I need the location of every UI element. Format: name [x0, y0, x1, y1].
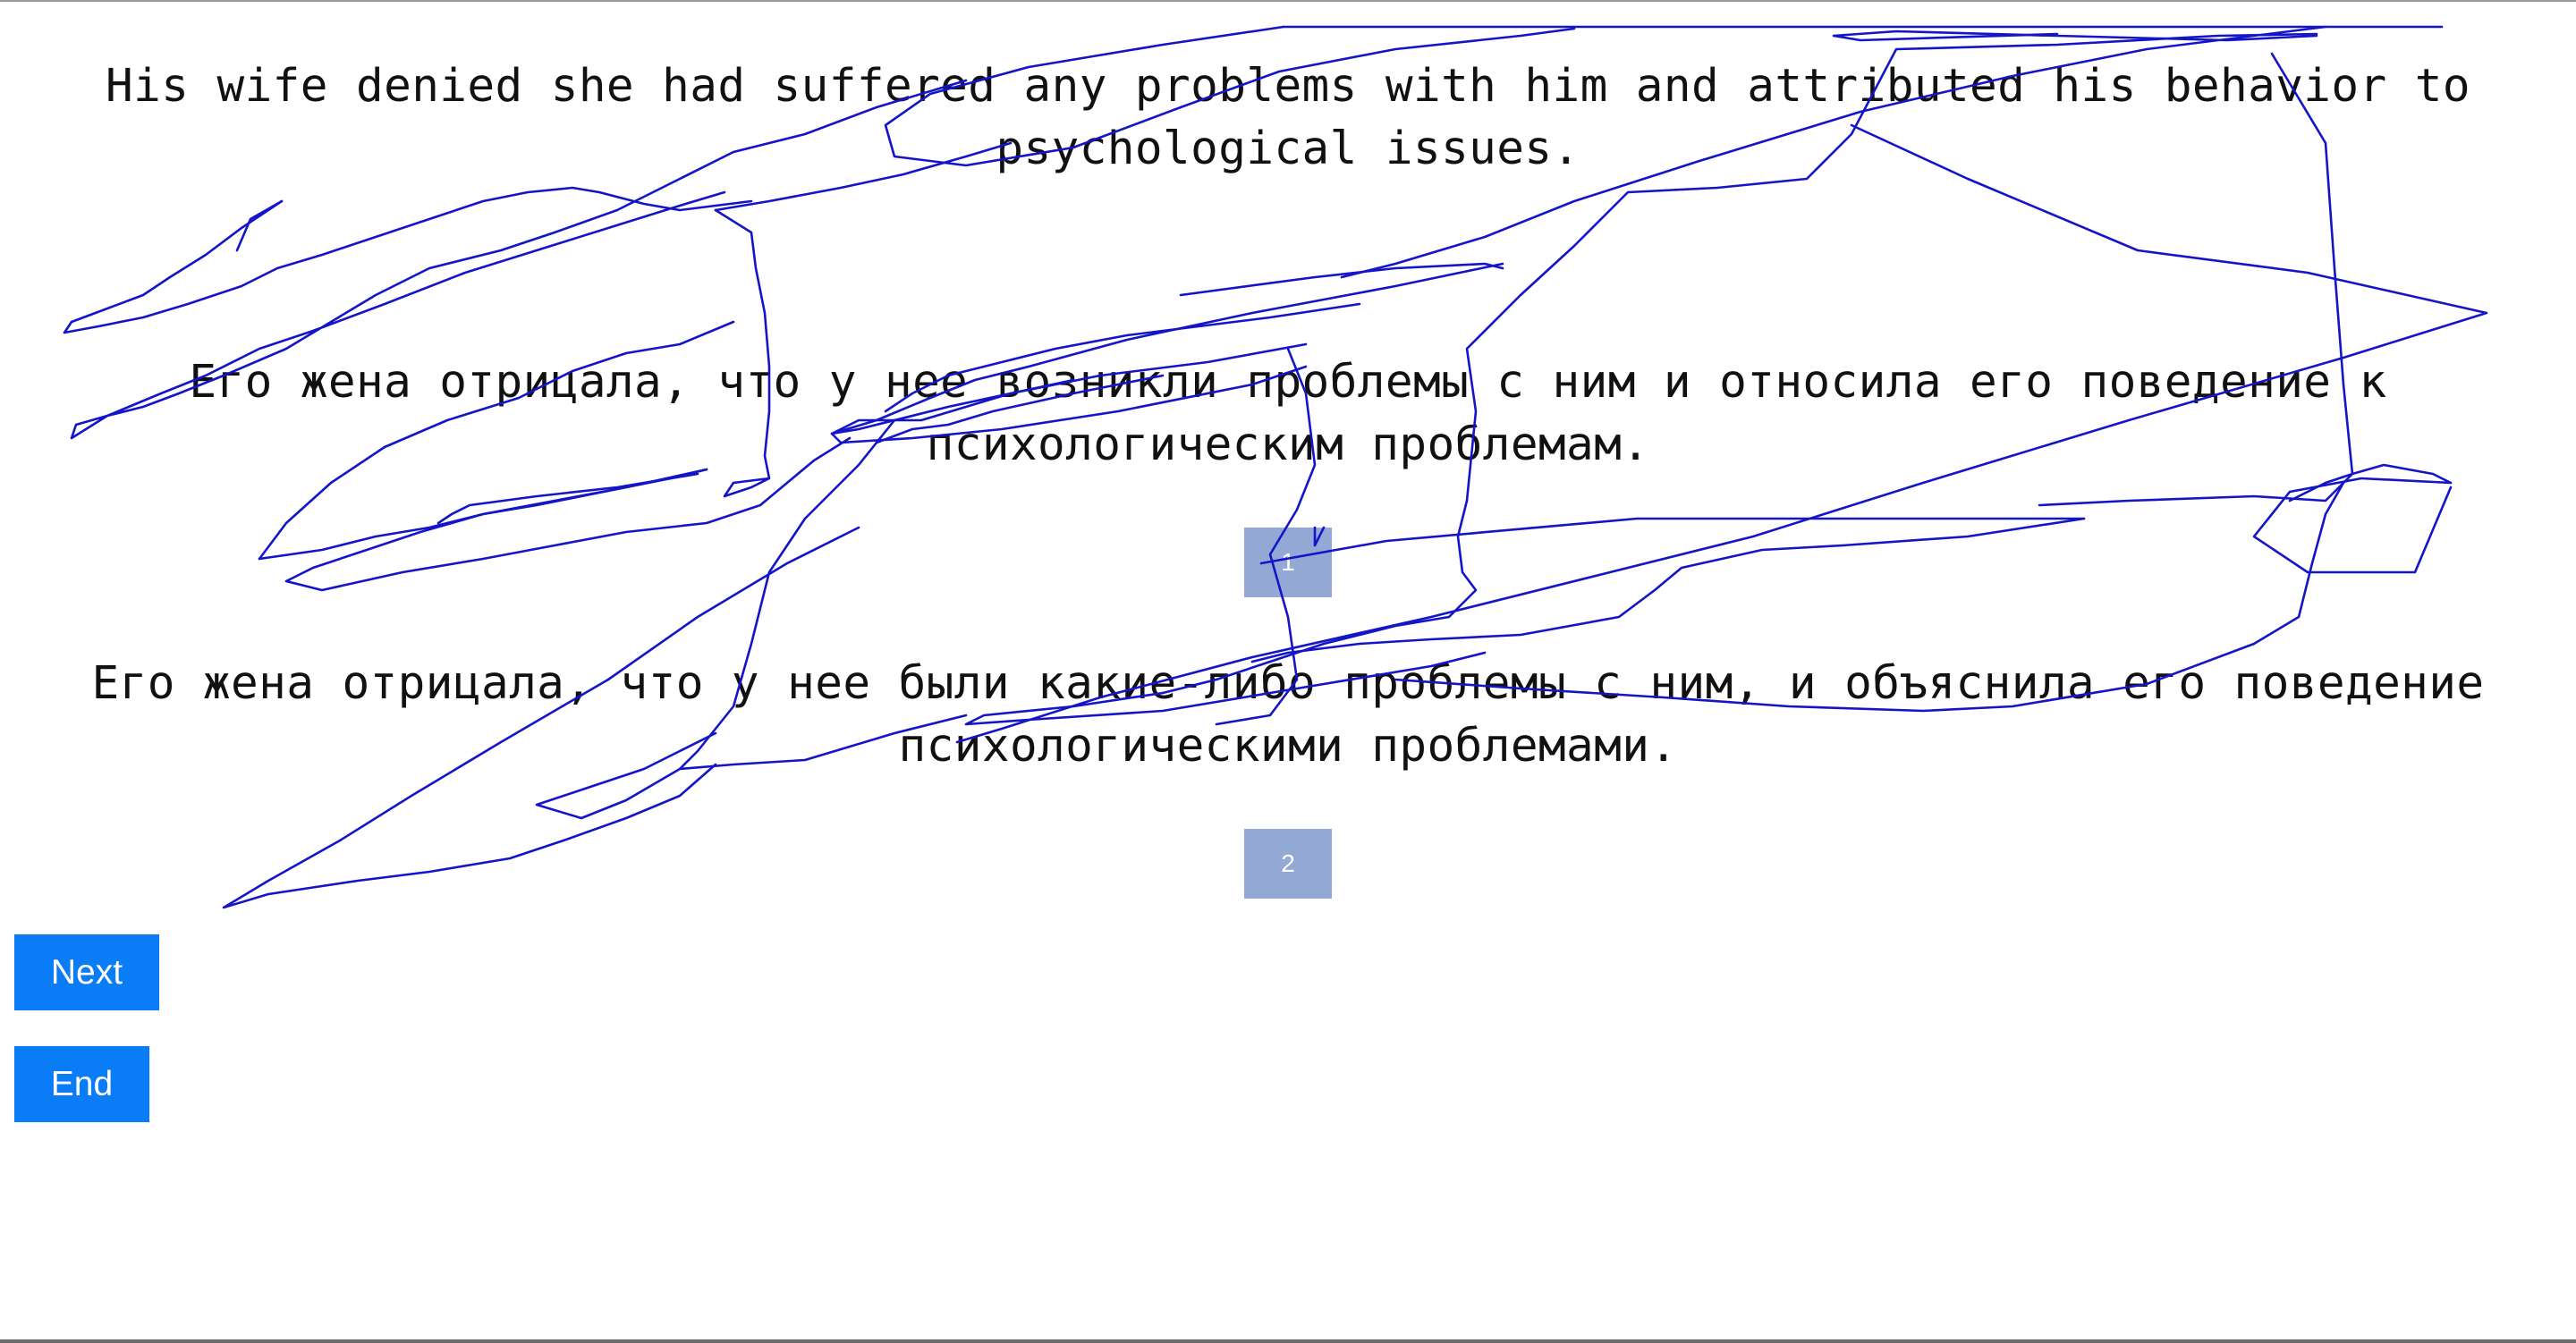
rank-button-1[interactable]: 1 — [1244, 528, 1332, 597]
scribble-stroke — [1181, 264, 1503, 295]
translation-2-text: Его жена отрицала, что у нее были какие-либо проблемы с ним, и объяснила его поведение психологическими проблемами. — [91, 657, 2485, 773]
scribble-stroke — [259, 469, 707, 559]
window-bottom-border — [0, 1339, 2576, 1343]
next-button[interactable]: Next — [14, 934, 159, 1010]
scribble-stroke — [237, 201, 282, 250]
scribble-stroke — [438, 474, 698, 523]
window-top-border — [0, 0, 2576, 2]
translation-1-text: Его жена отрицала, что у нее возникли проблемы с ним и относила его поведение к психологическим проблемам. — [189, 356, 2387, 471]
scribble-stroke — [2254, 478, 2451, 572]
scribble-stroke — [64, 188, 751, 333]
source-sentence: His wife denied she had suffered any problems with him and attributed his behavior to psychological issues. — [106, 60, 2470, 175]
scribble-stroke — [1252, 519, 2084, 662]
end-button[interactable]: End — [14, 1046, 149, 1122]
scribble-stroke — [1834, 31, 2317, 40]
rank-button-2[interactable]: 2 — [1244, 829, 1332, 899]
scribble-stroke — [1261, 519, 2084, 563]
